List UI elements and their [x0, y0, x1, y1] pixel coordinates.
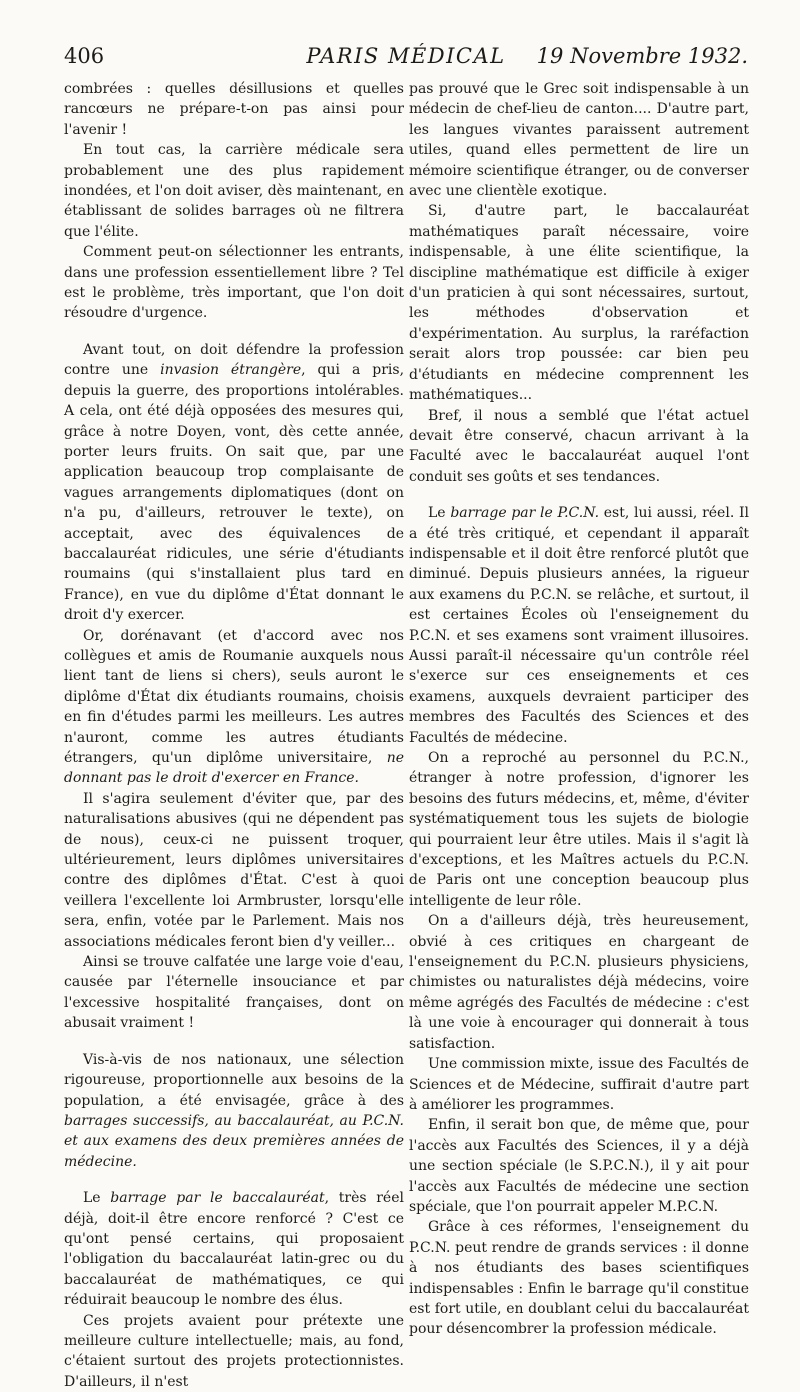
paragraph: Il s'agira seulement d'éviter que, par des naturalisations abusives (qui ne dépendent pas de nous), ceux-ci ne puissent troquer, ultérieurement, leurs diplômes universitaires contre des diplômes d'État. C'est à quoi veillera l'excellente loi Armbruster, lorsqu'elle sera, enfin, votée par le Parlement. Mais nos associations médicales feront bien d'y veiller... [64, 790, 404, 950]
paragraph: On a reproché au personnel du P.C.N., étranger à notre profession, d'ignorer les besoins des futurs médecins, et, même, d'éviter systématiquement tous les sujets de biologie qui pourraient leur être utiles. Mais il s'agit là d'exceptions, et les Maîtres actuels du P.C.N. de Paris ont une conception beaucoup plus intelligente de leur rôle. [409, 750, 749, 909]
journal-title: PARIS MÉDICAL [306, 44, 506, 68]
paragraph: Ces projets avaient pour prétexte une meilleure culture intellectuelle; mais, au fond, c'étaient surtout des projets protectionnistes. D'ailleurs, il n'est [64, 1312, 404, 1390]
paragraph: Comment peut-on sélectionner les entrants, dans une profession essentiellement libre ? Tel est le problème, très important, que l'on doit résoudre d'urgence. [64, 244, 404, 322]
right-column [409, 79, 749, 1338]
paragraph: Grâce à ces réformes, l'enseignement du P.C.N. peut rendre de grands services : il donne à nos étudiants des bases scientifiques indispensables : Enfin le barrage qu'il constitue est fort utile, en doublant celui du baccalauréat pour désencombrer la profession médicale. [409, 1219, 749, 1338]
paragraph: Enfin, il serait bon que, de même que, pour l'accès aux Facultés des Sciences, il y a déjà une section spéciale (le S.P.C.N.), il y ait pour l'accès aux Facultés de médecine une section spéciale, que l'on pourrait appeler M.P.C.N. [409, 1117, 749, 1215]
page-number: 406 [64, 44, 105, 68]
paragraph: Bref, il nous a semblé que l'état actuel devait être conservé, chacun arrivant à la Faculté avec le baccalauréat auquel l'ont conduit ses goûts et ses tendances. [409, 407, 749, 485]
running-header [64, 44, 748, 74]
paragraph: En tout cas, la carrière médicale sera probablement une des plus rapidement inondées, et l'on doit aviser, dès maintenant, en établissant de solides barrages où ne filtrera que l'élite. [64, 142, 404, 240]
paragraph: Le barrage par le P.C.N. est, lui aussi, réel. Il a été très critiqué, et cependant il apparaît indispensable et il doit être renforcé plutôt que diminué. Depuis plusieurs années, la rigueur aux examens du P.C.N. se relâche, et surtout, il est certaines Écoles où l'enseignement du P.C.N. et ses examens sont vraiment illusoires. Aussi paraît-il nécessaire qu'un contrôle réel s'exerce sur ces enseignements et ces examens, auxquels devraient participer des membres des Facultés des Sciences et des Facultés de médecine. [409, 505, 749, 746]
paragraph: On a d'ailleurs déjà, très heureusement, obvié à ces critiques en chargeant de l'enseignement du P.C.N. plusieurs physiciens, chimistes ou naturalistes déjà médecins, voire même agrégés des Facultés de médecine : c'est là une voie à encourager qui donnerait à tous satisfaction. [409, 913, 749, 1052]
paragraph: Si, d'autre part, le baccalauréat mathématiques paraît nécessaire, voire indispensable, à une élite scientifique, la discipline mathématique est difficile à exiger d'un praticien à qui sont nécessaires, surtout, les méthodes d'observation et d'expérimentation. Au surplus, la raréfaction serait alors trop poussée: car bien peu d'étudiants en médecine comprennent les mathématiques... [409, 203, 749, 404]
paragraph: pas prouvé que le Grec soit indispensable à un médecin de chef-lieu de canton.... D'autre part, les langues vivantes paraissent autrement utiles, quand elles permettent de lire un mémoire scientifique étranger, ou de converser avec une clientèle exotique. [409, 81, 749, 200]
paragraph: Une commission mixte, issue des Facultés de Sciences et de Médecine, suffirait d'autre part à améliorer les programmes. [409, 1056, 749, 1113]
paragraph: Vis-à-vis de nos nationaux, une sélection rigoureuse, proportionnelle aux besoins de la population, a été envisagée, grâce à des barrages successifs, au baccalauréat, au P.C.N. et aux examens des deux premières années de médecine. [64, 1051, 404, 1170]
paragraph: Ainsi se trouve calfatée une large voie d'eau, causée par l'éternelle insouciance et par l'excessive hospitalité françaises, dont on abusait vraiment ! [64, 954, 404, 1032]
paragraph: combrées : quelles désillusions et quelles rancœurs ne prépare-t-on pas ainsi pour l'avenir ! [64, 81, 404, 138]
paragraph: Avant tout, on doit défendre la profession contre une invasion étrangère, qui a pris, depuis la guerre, des proportions intolérables. A cela, ont été déjà opposées des mesures qui, grâce à notre Doyen, vont, dès cette année, porter leurs fruits. On sait que, par une application beaucoup trop complaisante de vagues arrangements diplomatiques (dont on n'a pu, d'ailleurs, retrouver le texte), on acceptait, avec des équivalences de baccalauréat ridicules, une série d'étudiants roumains (qui s'installaient plus tard en France), en vue du diplôme d'État donnant le droit d'y exercer. [64, 341, 405, 624]
issue-date: 19 Novembre 1932. [536, 44, 748, 68]
left-column [64, 79, 405, 1390]
paragraph: Or, dorénavant (et d'accord avec nos collègues et amis de Roumanie auxquels nous lient tant de liens si chers), seuls auront le diplôme d'État dix étudiants roumains, choisis en fin d'études parmi les meilleurs. Les autres n'auront, comme les autres étudiants étrangers, qu'un diplôme universitaire, ne donnant pas le droit d'exercer en France. [64, 627, 404, 787]
paragraph: Le barrage par le baccalauréat, très réel déjà, doit-il être encore renforcé ? C'est ce qu'ont pensé certains, qui proposaient l'obligation du baccalauréat latin-grec ou du baccalauréat de mathématiques, ce qui réduirait beaucoup le nombre des élus. [64, 1190, 404, 1309]
